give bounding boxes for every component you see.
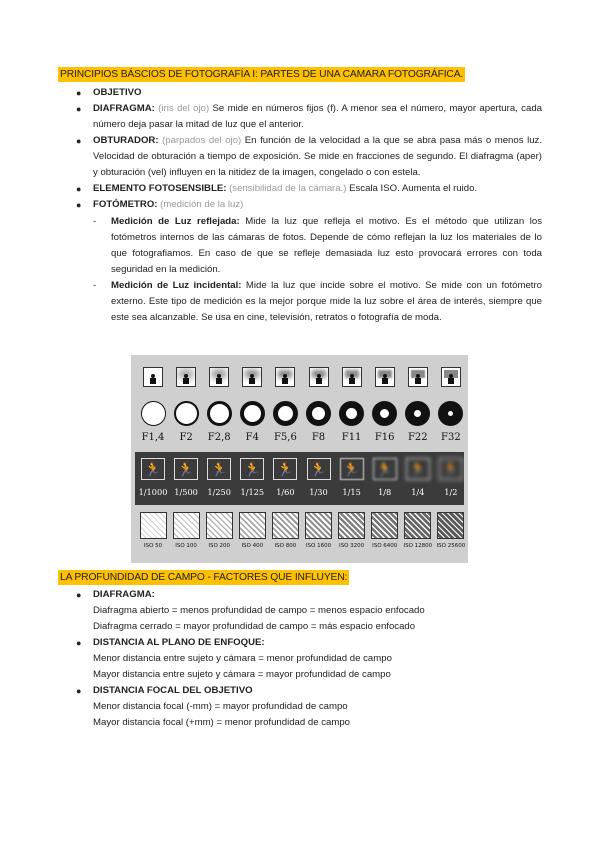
depth-of-field-icon	[242, 367, 262, 387]
runner-icon: 🏃	[240, 458, 264, 480]
iso-label: ISO 200	[208, 543, 231, 549]
bullet-icon: ●	[76, 200, 82, 210]
list-item-fotometro: ● FOTÓMETRO: (medición de la luz)	[76, 197, 542, 213]
runner-icon: 🏃	[174, 458, 198, 480]
iso-label: ISO 12800	[403, 543, 433, 549]
list-item-obturador: ● OBTURADOR: (parpados del ojo) En función de la velocidad a la que se abra pasa más o menos luz. Velocidad de obturación a tiempo de exposición. Se mide en fracciones de segundo. El diafragma (aper) y obturación (vel) influyen en la nitidez de la imagen, congelado o con estela.	[76, 135, 542, 178]
aperture-circle	[141, 401, 166, 426]
bullet-icon: ●	[76, 638, 82, 648]
aperture-label: F32	[441, 432, 461, 443]
shutter-speed-label: 1/60	[276, 487, 295, 497]
aperture-label: F2,8	[207, 432, 231, 443]
bullet-icon: ●	[76, 88, 82, 98]
aperture-circle	[273, 401, 298, 426]
runner-icon: 🏃	[141, 458, 165, 480]
list-item-diafragma: ● DIAFRAGMA: (iris del ojo) Se mide en números fijos (f). A menor sea el número, mayor apertura, cada número deja pasar la mitad de luz que el anterior.	[76, 103, 542, 130]
depth-of-field-icon	[143, 367, 163, 387]
list-item-distancia-plano: ● DISTANCIA AL PLANO DE ENFOQUE: Menor distancia entre sujeto y cámara = menor profundidad de campo Mayor distancia entre sujeto y cámara = mayor profundidad de campo	[76, 637, 392, 680]
iso-noise-icon	[206, 512, 233, 539]
iso-noise-icon	[272, 512, 299, 539]
bullet-icon: ●	[76, 184, 82, 194]
bullet-icon: ●	[76, 590, 82, 600]
runner-icon: 🏃	[307, 458, 331, 480]
depth-of-field-list	[76, 587, 542, 731]
depth-of-field-icon	[309, 367, 329, 387]
aperture-label: F1,4	[141, 432, 165, 443]
shutter-speed-label: 1/250	[207, 487, 231, 497]
subitem-luz-incidental: - Medición de Luz incidental: Mide la luz que incide sobre el motivo. Se mide con un fotómetro externo. Este tipo de medición es la mejor porque mide la luz sobre el área de interés, siempre que este sea alcanzable. Se usa en cine, televisión, retratos o fotografía de moda.	[93, 280, 542, 323]
runner-icon: 🏃	[340, 458, 364, 480]
runner-icon: 🏃	[207, 458, 231, 480]
aperture-circle	[372, 401, 397, 426]
camera-parts-list	[76, 85, 542, 326]
iso-label: ISO 800	[274, 543, 297, 549]
iso-label: ISO 25600	[436, 543, 466, 549]
depth-of-field-icon	[176, 367, 196, 387]
iso-noise-icon	[305, 512, 332, 539]
aperture-circle	[339, 401, 364, 426]
depth-of-field-icon	[275, 367, 295, 387]
aperture-label: F2	[179, 432, 193, 443]
shutter-speed-label: 1/500	[174, 487, 198, 497]
list-item-diafragma-dof: ● DIAFRAGMA: Diafragma abierto = menos profundidad de campo = menos espacio enfocado Diafragma cerrado = mayor profundidad de campo = más espacio enfocado	[76, 589, 425, 632]
depth-of-field-icon	[342, 367, 362, 387]
runner-icon: 🏃	[439, 458, 463, 480]
depth-of-field-icon	[375, 367, 395, 387]
shutter-speed-label: 1/8	[378, 487, 392, 497]
depth-of-field-icon	[408, 367, 428, 387]
iso-noise-icon	[140, 512, 167, 539]
exposure-chart-figure	[131, 355, 468, 563]
shutter-speed-label: 1/125	[240, 487, 265, 497]
iso-label: ISO 1600	[305, 543, 332, 549]
aperture-circle	[174, 401, 199, 426]
shutter-speed-label: 1/1000	[138, 487, 168, 497]
shutter-speed-label: 1/2	[444, 487, 458, 497]
iso-label: ISO 400	[241, 543, 264, 549]
subitem-luz-reflejada: - Medición de Luz reflejada: Mide la luz que refleja el motivo. Es el método que utilizan los fotómetros internos de las cámaras de fotos. Depende de cómo reflejan la luz los materiales de lo que fotografiamos. En caso de que se refleje demasiada luz esto provocará errores con toda seguridad en la medición.	[93, 216, 542, 275]
runner-icon: 🏃	[273, 458, 297, 480]
aperture-label: F11	[341, 432, 362, 443]
aperture-circle	[438, 401, 463, 426]
section-heading-depth-of-field: LA PROFUNDIDAD DE CAMPO - FACTORES QUE INFLUYEN:	[60, 572, 348, 583]
aperture-label: F4	[245, 432, 259, 443]
list-item-elemento-fotosensible: ● ELEMENTO FOTOSENSIBLE: (sensibilidad de la cámara.) Escala ISO. Aumenta el ruido.	[76, 181, 542, 197]
iso-noise-icon	[173, 512, 200, 539]
iso-label: ISO 6400	[372, 543, 398, 549]
shutter-speed-row	[135, 452, 464, 505]
aperture-label: F22	[407, 432, 428, 443]
aperture-label: F8	[311, 432, 326, 443]
iso-label: ISO 50	[143, 543, 163, 549]
iso-label: ISO 3200	[338, 543, 365, 549]
aperture-label: F5,6	[273, 432, 297, 443]
aperture-circle	[207, 401, 232, 426]
aperture-circle	[240, 401, 265, 426]
iso-noise-icon	[338, 512, 365, 539]
runner-icon: 🏃	[373, 458, 397, 480]
iso-label: ISO 100	[175, 543, 197, 549]
list-item-distancia-focal: ● DISTANCIA FOCAL DEL OBJETIVO Menor distancia focal (-mm) = mayor profundidad de campo Mayor distancia focal (+mm) = menor profundidad de campo	[76, 685, 351, 728]
aperture-circle	[405, 401, 430, 426]
bullet-icon: ●	[76, 104, 82, 114]
aperture-label: F16	[374, 432, 395, 443]
iso-noise-icon	[371, 512, 398, 539]
shutter-speed-label: 1/30	[309, 487, 328, 497]
runner-icon: 🏃	[406, 458, 430, 480]
iso-noise-icon	[239, 512, 266, 539]
iso-noise-icon	[404, 512, 431, 539]
shutter-speed-label: 1/4	[411, 487, 425, 497]
bullet-icon: ●	[76, 686, 82, 696]
section-heading-camera-parts: PRINCIPIOS BÁSCIOS DE FOTOGRAFÍA I: PARTES DE UNA CAMARA FOTOGRÁFICA.	[60, 69, 464, 80]
aperture-circle	[306, 401, 331, 426]
shutter-speed-label: 1/15	[342, 487, 361, 497]
depth-of-field-icon	[209, 367, 229, 387]
list-item-objetivo: ● OBJETIVO	[76, 85, 542, 101]
depth-of-field-icon	[441, 367, 461, 387]
bullet-icon: ●	[76, 136, 82, 146]
iso-noise-icon	[437, 512, 464, 539]
